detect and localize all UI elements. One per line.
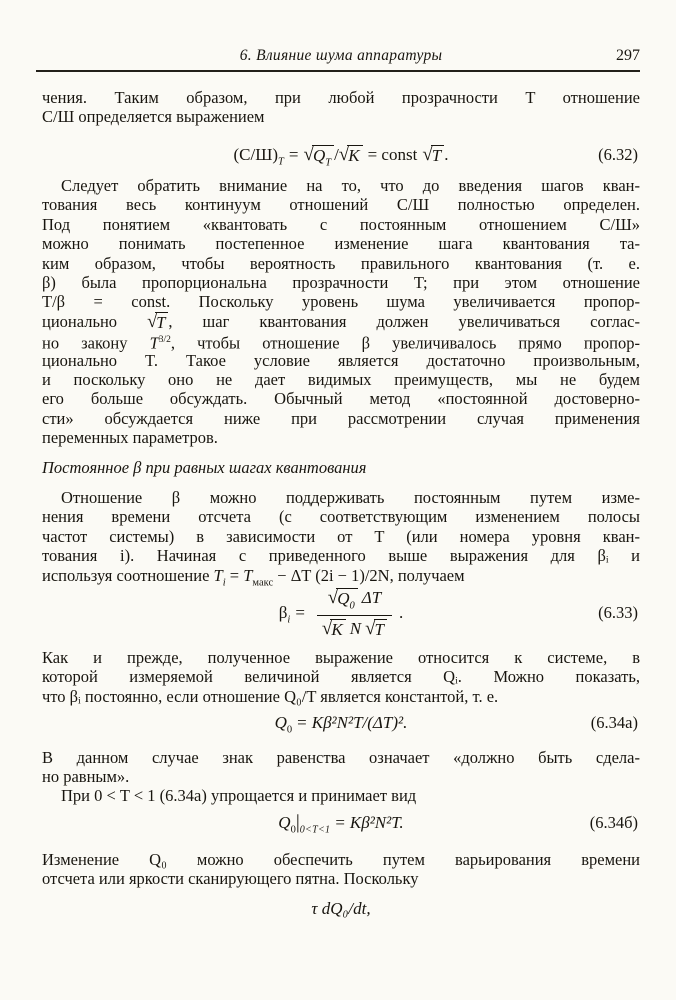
equation-6-34a (42, 710, 640, 736)
text-line: β) была пропорциональна прозрачности T; при этом отношение (42, 272, 640, 292)
eq34a-lhs: Q (274, 713, 287, 732)
eq34b-rhs: Kβ²N²T. (349, 813, 404, 832)
evaluated-at-bar: | (295, 812, 300, 833)
paragraph-2 (42, 176, 640, 447)
sqrt-radical: √ T (422, 145, 444, 166)
text-line: сти» обсуждается ниже при рассмотрении случая применения (42, 408, 640, 428)
eq34b-condition: 0<T<1 (299, 824, 331, 836)
equation-6-33 (42, 586, 640, 640)
text-line: и поскольку оно не дает видимых преимуществ, мы не будем (42, 369, 640, 389)
text-line: отсчета или яркости сканирующего пятна. Поскольку (42, 869, 419, 889)
text-line: тования весь континуум отношений С/Ш полностью определен. (42, 195, 640, 215)
eq32-equals: = (288, 145, 299, 164)
text-line: которой измеряемой величиной является Qᵢ. Можно показать, (42, 667, 640, 687)
page-header (42, 46, 640, 66)
eq33-period: . (398, 603, 404, 622)
text-line: При 0 < T < 1 (6.34а) упрощается и принимает вид (61, 786, 417, 805)
text-line: но равным». (42, 767, 130, 787)
eq33-equals: = (295, 603, 305, 622)
text-line-with-inline-math: используя соотношение $T_i = T_{макс} - \Delta T$ (2i − 1)/2N, получаем (42, 565, 465, 588)
text-line-with-radical: ционально √ T , шаг квантования должен увеличиваться соглас- (42, 310, 640, 332)
text-line: нения времени отсчета (с соответствующим изменением полосы (42, 507, 640, 527)
text-line: чения. Таким образом, при любой прозрачности T отношение (42, 88, 640, 107)
text-line: С/Ш определяется выражением (42, 107, 265, 127)
sqrt-radical: √ $Q_0$ (328, 588, 358, 612)
paragraph-5b (42, 786, 640, 805)
text-line-with-power: но закону $T^{3/2}$, чтобы отношение β увеличивалось прямо пропор- (42, 333, 641, 353)
sqrt-radical: √ K (322, 619, 346, 640)
eq33-lhs: β (278, 603, 288, 622)
equation-number: (6.33) (598, 603, 638, 622)
sqrt-radical: √ $Q_T$ (303, 145, 334, 169)
fraction: √ $Q_0$ ΔT √ K N √ T (317, 588, 392, 640)
text-line: Как и прежде, полученное выражение относится к системе, в (42, 648, 640, 667)
running-head-title: 6. Влияние шума аппаратуры (239, 47, 443, 64)
equation-number: (6.34а) (590, 713, 638, 732)
paragraph-1 (42, 88, 640, 127)
eq32-period: . (444, 145, 449, 164)
text-line: Под понятием «квантовать с постоянным отношением С/Ш» (42, 214, 640, 234)
paragraph-4 (42, 648, 640, 706)
section-heading: Постоянное β при равных шагах квантования (42, 458, 367, 477)
eq34b-equals: = (335, 813, 345, 832)
header-rule (36, 70, 640, 72)
sqrt-radical: √ K (339, 145, 363, 166)
text-line: тования i). Начиная с приведенного выше выражения для βᵢ и (42, 546, 640, 566)
text-line: Следует обратить внимание на то, что до введения шагов кван- (61, 176, 640, 195)
eq32-lhs-sub: T (278, 156, 284, 168)
text-line: ционально T. Такое условие является достаточно произвольным, (42, 350, 640, 370)
text-line: Отношение β можно поддерживать постоянным путем изме- (61, 488, 640, 507)
eq34b-lhs-sub: 0 (290, 824, 296, 836)
eq34a-equals: = (297, 713, 307, 732)
text-line: его больше обсуждать. Обычный метод «постоянной достоверно- (42, 389, 640, 409)
equation-6-34b (42, 808, 640, 838)
paragraph-6 (42, 850, 640, 889)
sqrt-radical: √ T (365, 619, 387, 640)
sqrt-radical: √ T (147, 312, 168, 332)
equation-number: (6.34б) (589, 813, 638, 832)
text-line: В данном случае знак равенства означает «должно быть сдела- (42, 748, 640, 767)
text-line: T/β = const. Поскольку уровень шума увеличивается пропор- (42, 292, 640, 312)
paragraph-5 (42, 748, 640, 787)
text-line: можно понимать постепенное изменение шага квантования та- (42, 234, 640, 254)
eq32-slash: / (334, 145, 339, 164)
text-line: переменных параметров. (42, 428, 218, 448)
text-line: ким образом, чтобы вероятность правильного квантования (т. е. (42, 253, 640, 273)
eq33-lhs-sub: i (287, 614, 291, 626)
page-number: 297 (616, 47, 640, 64)
text-line: Изменение Q₀ можно обеспечить путем варьирования времени (42, 850, 640, 869)
equation-6-32 (42, 141, 640, 169)
eq32-lhs: (С/Ш) (233, 145, 279, 164)
text-line: что βᵢ постоянно, если отношение Q₀/T является константой, т. е. (42, 686, 499, 706)
eq34a-rhs: Kβ²N²T/(ΔT)². (311, 713, 408, 732)
paragraph-3 (42, 488, 640, 588)
text-line: частот системы) в зависимости от T (или номера уровня кван- (42, 526, 640, 546)
eq32-const: = const (367, 145, 418, 164)
equation-number: (6.32) (598, 145, 638, 164)
eq34a-lhs-sub: 0 (286, 724, 293, 736)
eq34b-lhs: Q (278, 813, 291, 832)
expression-tau-dq0-dt: τ dQ₀/dt, (311, 899, 371, 918)
